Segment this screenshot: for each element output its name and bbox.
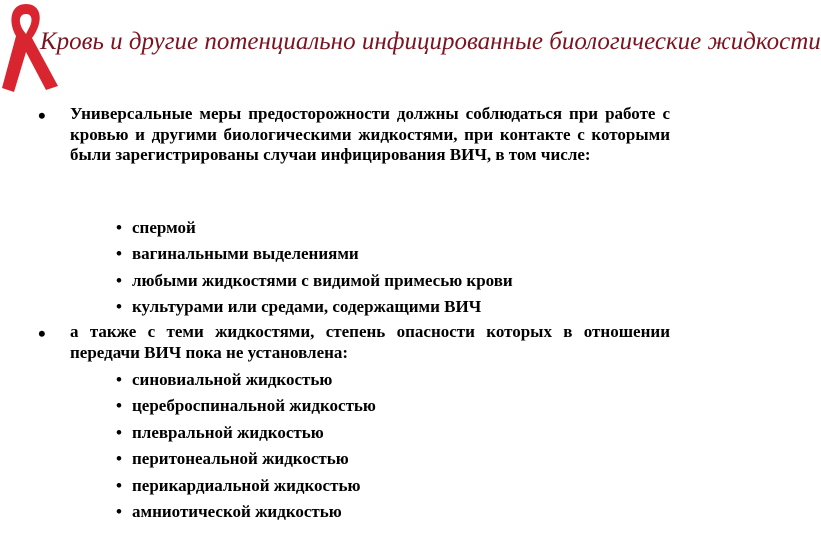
bullet-marker: • <box>38 321 46 346</box>
list-item <box>116 367 696 393</box>
list-item <box>116 499 696 525</box>
list-item-text: вагинальными выделениями <box>132 244 359 264</box>
list-item-text: перикардиальной жидкостью <box>132 475 361 495</box>
list-item <box>116 420 696 446</box>
list-item <box>116 473 696 499</box>
list-bullet: • <box>116 396 122 416</box>
list-item <box>116 215 696 241</box>
list-item-text: культурами или средами, содержащими ВИЧ <box>132 297 482 317</box>
list-bullet: • <box>116 502 122 522</box>
list-bullet: • <box>116 449 122 469</box>
list-item <box>116 393 696 419</box>
list-bullet: • <box>116 422 122 442</box>
list-item-text: любыми жидкостями с видимой примесью крови <box>132 270 513 290</box>
slide-title: Кровь и другие потенциально инфицированные биологические жидкости <box>40 28 821 55</box>
list-item-text: спермой <box>132 218 196 237</box>
list-item <box>116 241 696 267</box>
list-item-text: цереброспинальной жидкостью <box>132 396 376 416</box>
list-item-text: амниотической жидкостью <box>132 502 342 522</box>
list-bullet: • <box>116 297 122 317</box>
list-bullet: • <box>116 244 122 264</box>
list-bullet: • <box>116 370 122 389</box>
list-item <box>116 294 696 320</box>
list-bullet: • <box>116 270 122 290</box>
list-bullet: • <box>116 475 122 495</box>
list-item-text: синовиальной жидкостью <box>132 370 333 389</box>
list-item <box>116 446 696 472</box>
list-body-fluids-known <box>116 215 696 321</box>
list-item-text: плевральной жидкостью <box>132 422 324 442</box>
list-body-fluids-unknown <box>116 367 696 525</box>
list-bullet: • <box>116 218 122 237</box>
paragraph-universal-precautions: Универсальные меры предосторожности должны соблюдаться при работе с кровью и другими биологическими жидкостями, при контакте с которыми были зарегистрированы случаи инфицирования ВИЧ, в том числе: <box>70 104 670 165</box>
list-item-text: перитонеальной жидкостью <box>132 449 349 469</box>
bullet-marker: • <box>38 103 46 128</box>
paragraph-unknown-risk-fluids: а также с теми жидкостями, степень опасности которых в отношении передачи ВИЧ пока не установлена: <box>70 322 670 362</box>
list-item <box>116 268 696 294</box>
